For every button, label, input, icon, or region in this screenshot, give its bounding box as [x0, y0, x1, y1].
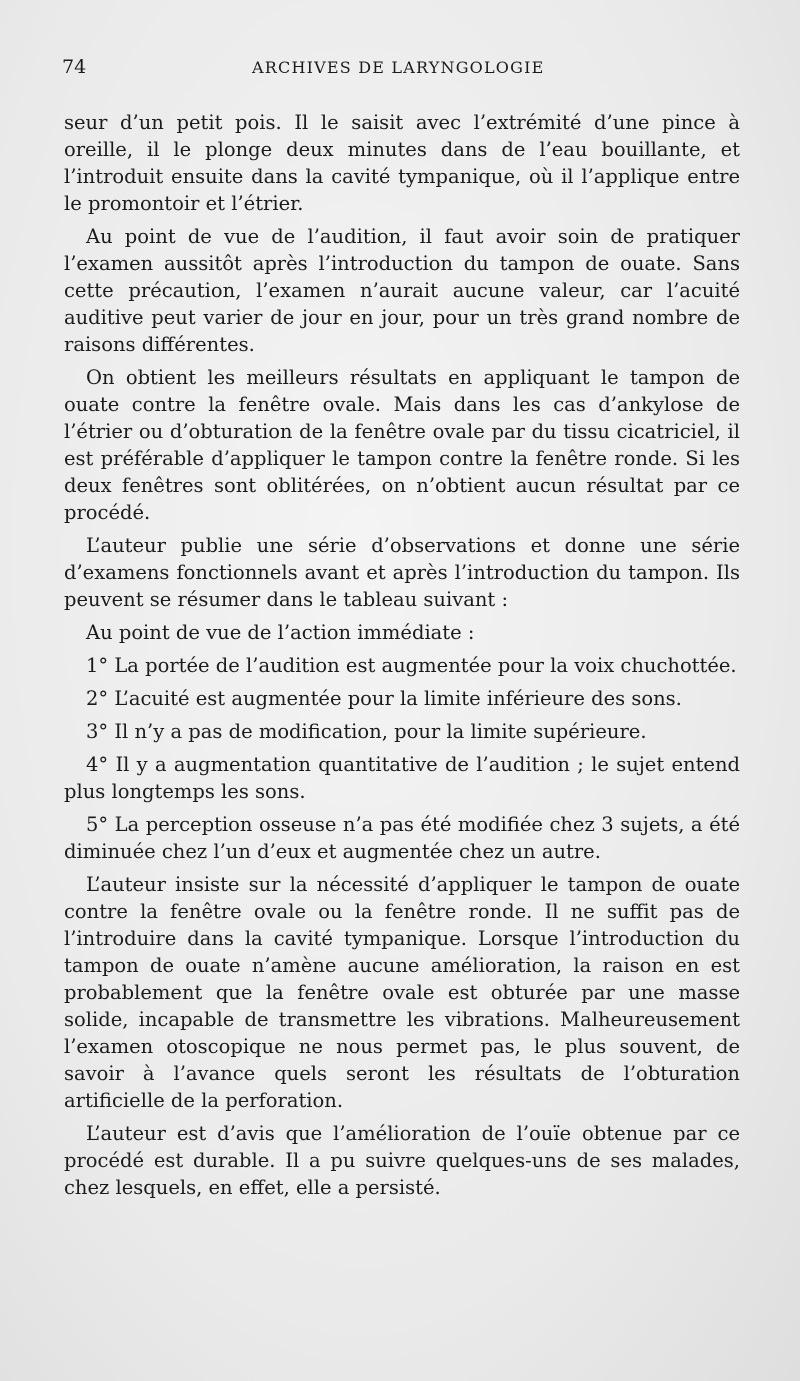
list-item: 1° La portée de l’audition est augmentée pour la voix chuchottée. [86, 654, 737, 677]
list-item: 4° Il y a augmentation quantitative de l’audition ; le sujet entend plus longtemps les sons. [64, 753, 740, 803]
paragraph: L’auteur publie une série d’observations et donne une série d’examens fonctionnels avant et après l’introduction du tampon. Ils peuvent se résumer dans le tableau suivant : [64, 534, 740, 611]
list-item: 2° L’acuité est augmentée pour la limite inférieure des sons. [86, 687, 682, 710]
paragraph: L’auteur insiste sur la nécessité d’appliquer le tampon de ouate contre la fenêtre ovale ou la fenêtre ronde. Il ne suffit pas de l’introduire dans la cavité tympanique. Lorsque l’introduction du tampon de ouate n’amène aucune amélioration, la raison en est probablement que la fenêtre ovale est obturée par une masse solide, incapable de transmettre les vibrations. Malheureusement l’examen otoscopique ne nous permet pas, le plus souvent, de savoir à l’avance quels seront les résultats de l’obturation artificielle de la perforation. [64, 873, 740, 1112]
list-item: 5° La perception osseuse n’a pas été modifiée chez 3 sujets, a été diminuée chez l’un d’eux et augmentée chez un autre. [64, 813, 740, 863]
page-number: 74 [62, 56, 87, 78]
paragraph: Au point de vue de l’action immédiate : [86, 621, 475, 644]
page-header [62, 56, 752, 86]
paragraph: Au point de vue de l’audition, il faut avoir soin de pratiquer l’examen aussitôt après l’introduction du tampon de ouate. Sans cette précaution, l’examen n’aurait aucune valeur, car l’acuité auditive peut varier de jour en jour, pour un très grand nombre de raisons différentes. [64, 225, 740, 356]
paragraph: On obtient les meilleurs résultats en appliquant le tampon de ouate contre la fenêtre ovale. Mais dans les cas d’ankylose de l’étrier ou d’obturation de la fenêtre ovale par du tissu cicatriciel, il est préférable d’appliquer le tampon contre la fenêtre ronde. Si les deux fenêtres sont oblitérées, on n’obtient aucun résultat par ce procédé. [64, 366, 740, 524]
paragraph: L’auteur est d’avis que l’amélioration de l’ouïe obtenue par ce procédé est durable. Il a pu suivre quelques-uns de ses malades, chez lesquels, en effet, elle a persisté. [64, 1122, 740, 1199]
running-head: ARCHIVES DE LARYNGOLOGIE [252, 58, 545, 77]
list-item: 3° Il n’y a pas de modification, pour la limite supérieure. [86, 720, 647, 743]
paragraph: seur d’un petit pois. Il le saisit avec l’extrémité d’une pince à oreille, il le plonge deux minutes dans de l’eau bouillante, et l’introduit ensuite dans la cavité tympanique, où il l’applique entre le promontoir et l’étrier. [64, 111, 740, 215]
body-text [64, 109, 740, 1207]
